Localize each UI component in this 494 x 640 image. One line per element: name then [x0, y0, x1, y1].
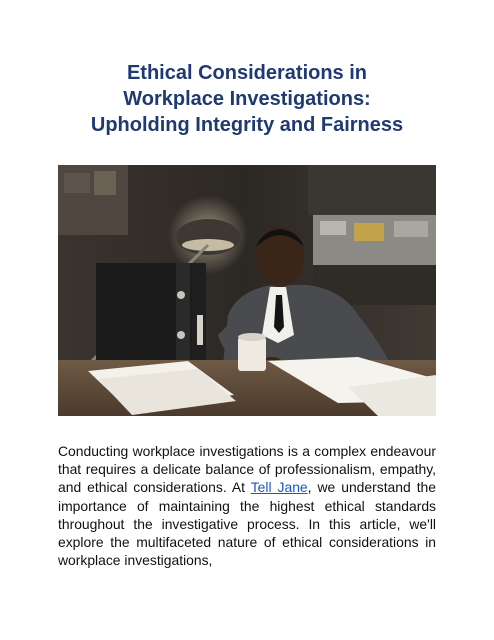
man-reviewing-papers-at-desk-photo: [58, 165, 436, 416]
office-photo: [58, 165, 436, 416]
intro-text-before-link: Conducting workplace investigations is a complex endeavour that requires a delicate balance of professionalism, empathy, and ethical considerations. At: [58, 443, 436, 496]
tell-jane-link[interactable]: Tell Jane: [250, 479, 308, 496]
intro-paragraph: [58, 442, 436, 569]
title-line-3: Upholding Integrity and Fairness: [90, 114, 404, 136]
title-line-2: Workplace Investigations:: [123, 88, 371, 110]
title-line-1: Ethical Considerations in: [126, 62, 368, 84]
intro-text-after-link: , we understand the importance of maintaining the highest ethical standards throughout the investigative process. In this article, we'll explore the multifaceted nature of ethical considerations in workplace investigations,: [58, 479, 436, 569]
page-title: [40, 60, 454, 138]
